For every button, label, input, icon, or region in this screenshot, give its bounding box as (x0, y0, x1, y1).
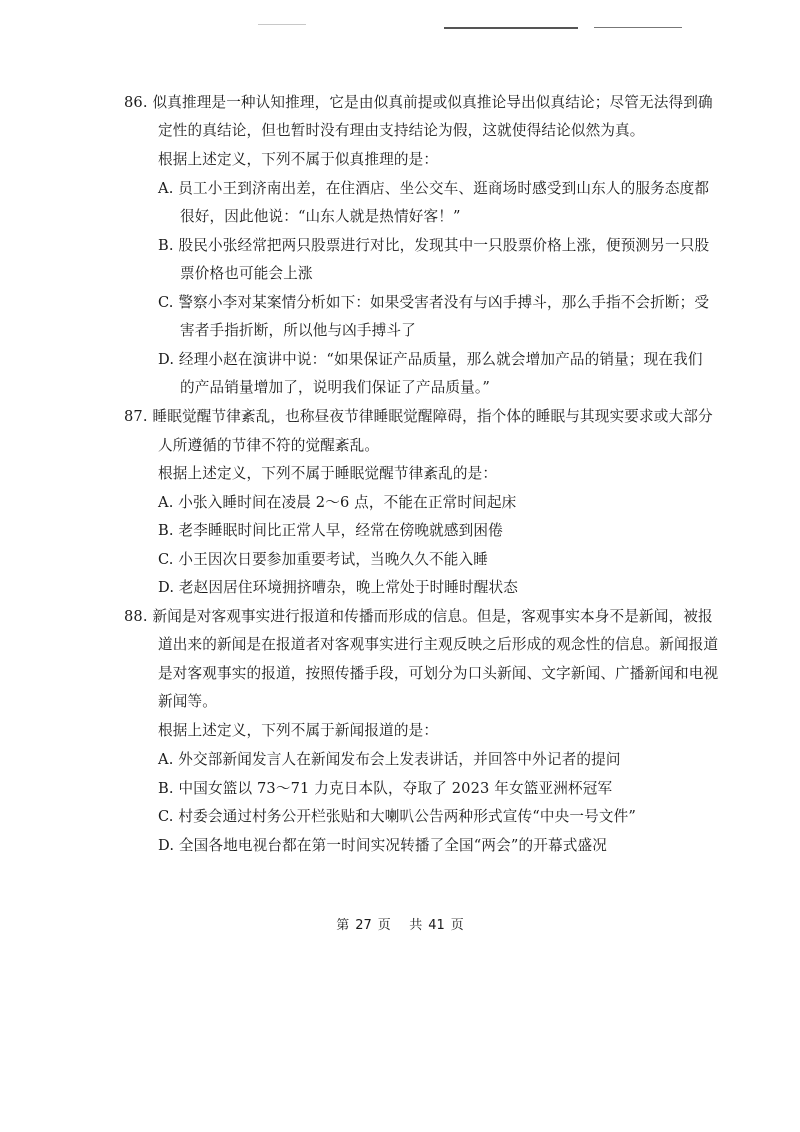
question-86-option-c: C. 警察小李对某案情分析如下：如果受害者没有与凶手搏斗，那么手指不会折断；受 (158, 294, 710, 311)
total-pages: 41 (428, 918, 445, 933)
question-86-option-d: D. 经理小赵在演讲中说：“如果保证产品质量，那么就会增加产品的销量；现在我们 (158, 351, 703, 368)
page-number: 27 (355, 918, 372, 933)
question-86-option-d-line-2: 的产品销量增加了，说明我们保证了产品质量。” (180, 379, 490, 396)
question-87-stem-line-2: 人所遵循的节律不符的觉醒紊乱。 (158, 437, 380, 454)
question-88-stem-line-1: 88. 新闻是对客观事实进行报道和传播而形成的信息。但是，客观事实本身不是新闻，被报 (124, 608, 713, 625)
question-86-option-b-line-2: 票价格也可能会上涨 (180, 265, 313, 282)
question-86-stem-line-2: 定性的真结论，但也暂时没有理由支持结论为假，这就使得结论似然为真。 (158, 122, 645, 139)
question-87-stem-line-1: 87. 睡眠觉醒节律紊乱，也称昼夜节律睡眠觉醒障碍，指个体的睡眠与其现实要求或大部分 (124, 408, 713, 425)
question-86-option-b: B. 股民小张经常把两只股票进行对比，发现其中一只股票价格上涨，便预测另一只股 (158, 237, 710, 254)
question-88-prompt: 根据上述定义，下列不属于新闻报道的是： (158, 722, 439, 739)
question-number: 87. (124, 408, 148, 425)
question-88-option-c: C. 村委会通过村务公开栏张贴和大喇叭公告两种形式宣传“中央一号文件” (158, 808, 636, 825)
question-86-stem-line-1: 86. 似真推理是一种认知推理，它是由似真前提或似真推论导出似真结论；尽管无法得到确 (124, 94, 713, 111)
page-footer: 第 27 页 共 41 页 (336, 918, 464, 933)
question-86-option-c-line-2: 害者手指折断，所以他与凶手搏斗了 (180, 322, 416, 339)
question-88-option-d: D. 全国各地电视台都在第一时间实况转播了全国“两会”的开幕式盛况 (158, 837, 607, 854)
question-87-option-d: D. 老赵因居住环境拥挤嘈杂，晚上常处于时睡时醒状态 (158, 579, 519, 596)
question-86-option-a: A. 员工小王到济南出差，在住酒店、坐公交车、逛商场时感受到山东人的服务态度都 (158, 180, 710, 197)
question-88-stem-line-2: 道出来的新闻是在报道者对客观事实进行主观反映之后形成的观念性的信息。新闻报道 (158, 636, 719, 653)
question-number: 88. (124, 608, 148, 625)
question-86-prompt: 根据上述定义，下列不属于似真推理的是： (158, 151, 439, 168)
question-86-option-a-line-2: 很好，因此他说：“山东人就是热情好客！” (180, 208, 461, 225)
question-88-option-b: B. 中国女篮以 73～71 力克日本队，夺取了 2023 年女篮亚洲杯冠军 (158, 780, 613, 797)
question-88-option-a: A. 外交部新闻发言人在新闻发布会上发表讲话，并回答中外记者的提问 (158, 751, 621, 768)
question-87-option-b: B. 老李睡眠时间比正常人早，经常在傍晚就感到困倦 (158, 522, 503, 539)
question-87-option-c: C. 小王因次日要参加重要考试，当晚久久不能入睡 (158, 551, 489, 568)
question-number: 86. (124, 94, 148, 111)
question-88-stem-line-3: 是对客观事实的报道，按照传播手段，可划分为口头新闻、文字新闻、广播新闻和电视 (158, 665, 719, 682)
question-87-prompt: 根据上述定义，下列不属于睡眠觉醒节律紊乱的是： (158, 465, 498, 482)
question-87-option-a: A. 小张入睡时间在凌晨 2～6 点，不能在正常时间起床 (158, 494, 517, 511)
question-88-stem-line-4: 新闻等。 (158, 693, 217, 710)
